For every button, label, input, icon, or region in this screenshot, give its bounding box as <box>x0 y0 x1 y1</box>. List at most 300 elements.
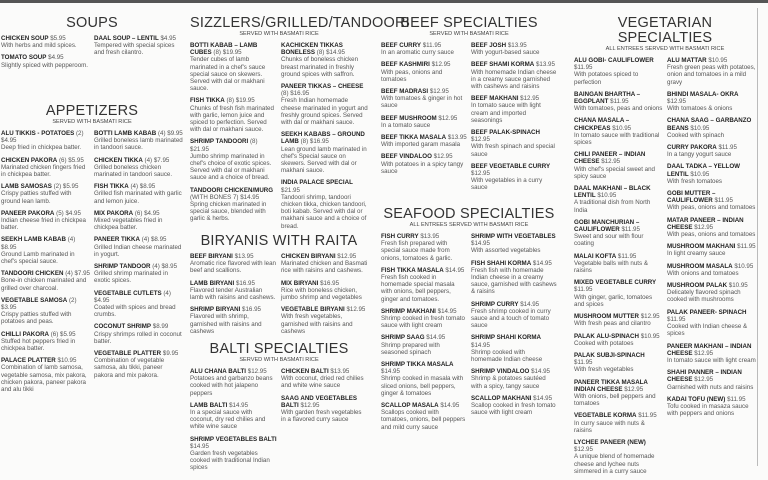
menu-item <box>667 396 756 418</box>
item-description: Cooked with Indian cheese & spices <box>667 323 748 338</box>
item-name: CHANA SAAG – GARBANZO BEANS <box>667 117 752 132</box>
item-name: FISH SHAHI KORMA <box>471 259 532 267</box>
item-price: $14.95 <box>440 402 460 410</box>
item-name: SHRIMP TIKKA MASALA <box>381 361 454 369</box>
item-price: $21.95 <box>190 145 209 153</box>
menu-item <box>381 88 467 110</box>
menu-item <box>667 309 756 338</box>
item-name: SHRIMP TANDOOR <box>94 263 151 271</box>
item-price: $13.95 <box>420 233 440 240</box>
item-description: With garden fresh vegetables in a flavored curry sauce <box>281 409 362 424</box>
item-name: MATAR PANEER – INDIAN CHEESE <box>667 216 744 231</box>
menu-subcolumn-right <box>94 35 183 74</box>
item-name: SHRIMP TANDOORI <box>190 138 249 146</box>
item-price: $14.95 <box>531 368 550 376</box>
item-description: Tandoori shrimp, tandoori chicken tikka, chicken tandoori, boti kabab. Served with dal or makhani sauce and a choice of bread. <box>281 193 367 230</box>
item-description: Grilled boneless lamb marinated in tandoori sauce. <box>94 137 183 152</box>
item-description: Fresh Indian homemade cheese marinated in yogurt and freshly ground spices. Served with dal or makhani sauce. <box>281 97 368 127</box>
item-price: $12.95 <box>694 376 714 384</box>
item-price: $12.95 <box>694 349 714 357</box>
item-price: $10.95 <box>734 262 754 270</box>
item-description: Spring chicken marinated in special sauce, blended with garlic & herbs. <box>190 201 267 223</box>
item-description: Bone-in chicken marinated and grilled over charcoal. <box>1 277 87 292</box>
item-description: Delicately flavored spinach cooked with mushrooms <box>667 289 741 304</box>
item-description: A unique blend of homemade cheese and lychee nuts simmered in a curry sauce <box>574 453 655 475</box>
section-title: SEAFOOD SPECIALTIES <box>383 206 555 222</box>
item-price: $11.95 <box>574 64 593 72</box>
item-name: BOTTI LAMB KABAB <box>94 130 157 137</box>
item-description: With assorted vegetables <box>471 247 541 255</box>
item-price: $8.95 <box>161 263 178 271</box>
item-name: BEEF SHAMI KORMA <box>471 61 535 69</box>
item-name: VEGETABLE BIRYANI <box>281 306 345 314</box>
item-price: $4.95 <box>1 137 17 145</box>
item-price: $16.95 <box>235 279 255 287</box>
section-title: SIZZLERS/GRILLED/TANDOORI <box>190 15 410 31</box>
item-name: BOTTI KABAB – LAMB CUBES <box>190 42 258 57</box>
item-description: With fresh vegetables, garnished with raisins and cashews <box>281 313 353 335</box>
item-description: In tomato sauce with light cream <box>667 356 756 364</box>
item-price: $4.95 <box>144 209 160 217</box>
menu-item <box>667 343 756 365</box>
menu-item <box>574 352 663 374</box>
item-price: $16.95 <box>242 306 261 314</box>
menu-grid <box>381 233 557 436</box>
menu-item <box>281 280 368 302</box>
item-price: $9.95 <box>162 350 179 358</box>
item-description: Scallop cooked in fresh tomato sauce with light cream <box>471 402 556 417</box>
item-name: CURRY PAKORA <box>667 144 717 152</box>
menu-subcolumn-right <box>471 233 557 436</box>
item-name: MUSHROOM MAKHANI <box>667 243 736 251</box>
item-price: $12.95 <box>601 158 621 166</box>
menu-item <box>381 61 467 83</box>
item-name: MIX PAKORA <box>94 209 134 217</box>
item-quantity: (WITH BONES 7) <box>190 193 239 201</box>
item-name: MUSHROOM MUTTER <box>574 313 639 321</box>
item-price: $3.95 <box>1 304 17 312</box>
item-description: Grilled shrimp marinated in exotic spices. <box>94 270 168 285</box>
item-name: BEEF TIKKA MASALA <box>381 134 447 142</box>
section-subtitle: SERVED WITH BASMATI RICE <box>52 119 132 125</box>
menu-item <box>94 157 183 179</box>
item-price: $14.95 <box>240 193 260 201</box>
item-description: Fresh fish with homemade Indian cheese in a creamy sauce, garnished with cashews & raisins <box>471 266 557 296</box>
menu-item <box>471 368 557 390</box>
item-description: Crispy patties stuffed with ground lean lamb. <box>1 190 72 205</box>
item-name: CHICKEN SOUP <box>1 35 49 42</box>
item-name: DAAL TADKA – YELLOW LENTIL <box>667 163 740 178</box>
item-description: Tender cubes of lamb marinated in a chef's sauce special sauce on skewers. Served with dal or makhani sauce. <box>190 56 266 93</box>
item-price: $12.95 <box>247 368 267 375</box>
item-price: $12.95 <box>694 223 714 231</box>
item-name: TANDOORI CHICKEN <box>1 270 64 278</box>
menu-item <box>574 57 663 86</box>
menu-item <box>667 117 756 139</box>
item-price: $13.95 <box>507 42 527 49</box>
item-name: CHANA MASALA – CHICKPEAS <box>574 117 630 132</box>
item-name: COCONUT SHRIMP <box>94 323 152 331</box>
section-subtitle: SERVED WITH BASMATI RICE <box>429 31 509 37</box>
menu-subcolumn-right <box>281 42 368 235</box>
item-price: $4.95 <box>94 296 110 304</box>
item-price: $10.95 <box>728 282 748 290</box>
item-price: $11.95 <box>422 42 442 49</box>
item-price: $8.95 <box>150 236 167 244</box>
item-price: $10.95 <box>640 332 660 340</box>
item-name: CHICKEN BALTI <box>281 368 329 375</box>
item-name: SEEKH LAMB KABAB <box>1 236 66 244</box>
menu-item <box>574 91 663 113</box>
item-quantity: (4) <box>144 156 153 164</box>
item-price: $12.95 <box>667 98 686 106</box>
top-border <box>0 0 768 3</box>
item-price: $8.99 <box>152 323 169 331</box>
item-name: CHICKEN BIRYANI <box>281 253 336 260</box>
item-price: $12.95 <box>337 253 357 260</box>
item-price: $12.95 <box>431 61 451 69</box>
item-name: FISH CURRY <box>381 233 419 240</box>
section-balti <box>190 342 368 477</box>
item-description: In a tomato sauce <box>381 121 431 129</box>
item-price: $14.95 <box>426 334 446 342</box>
menu-item <box>281 42 368 78</box>
item-description: In a special sauce with coconut, dry red chilies and white wine sauce <box>190 409 266 431</box>
item-description: With peas, onions and tomatoes <box>381 68 443 83</box>
item-name: SHRIMP CURRY <box>471 300 519 308</box>
item-name: MIXED VEGETABLE CURRY <box>574 279 657 287</box>
menu-item <box>190 306 277 335</box>
item-name: FISH TIKKA <box>94 183 129 191</box>
item-price: $13.95 <box>447 134 467 142</box>
menu-item <box>1 210 90 232</box>
item-name: SAAG AND VEGETABLES BALTI <box>281 394 357 409</box>
menu-item <box>281 395 368 424</box>
item-name: PANEER PAKORA <box>1 209 55 217</box>
item-name: VEGETABLE SAMOSA <box>1 296 68 304</box>
item-description: With yogurt-based sauce <box>471 49 540 57</box>
menu-item <box>471 42 557 56</box>
item-description: Shrimp cooked in masala with sliced onions, bell peppers, ginger & tomatoes <box>381 375 464 397</box>
item-description: With chef's special sweet and spicy sauce <box>574 165 655 180</box>
section-title: BEEF SPECIALTIES <box>400 15 538 31</box>
item-price: $13.95 <box>234 253 254 260</box>
item-name: GOBI MANCHURIAN – CAULIFLOWER <box>574 218 640 234</box>
menu-subcolumn-left <box>381 233 467 436</box>
item-price: $4.95 <box>160 35 176 42</box>
item-name: SHRIMP SHAHI KORMA <box>471 334 542 342</box>
item-price: $11.95 <box>737 243 756 251</box>
menu-subcolumn-right <box>94 130 183 398</box>
item-price: $12.95 <box>520 95 540 103</box>
item-quantity: (6) <box>50 330 59 338</box>
menu-item <box>190 138 277 181</box>
item-quantity: (4) <box>141 236 150 244</box>
item-description: Garnished with nuts and raisins <box>667 383 754 391</box>
item-price: $12.95 <box>471 136 490 144</box>
menu-item <box>471 163 557 192</box>
menu-item <box>281 368 368 390</box>
item-name: VEGETABLE KORMA <box>574 412 637 420</box>
item-price: $4.95 <box>48 54 64 62</box>
item-name: ALU MATTAR <box>667 57 707 64</box>
item-description: Deep fried in chickpea batter. <box>1 144 82 152</box>
item-description: With ginger, garlic, tomatoes and spices <box>574 293 653 308</box>
menu-item <box>1 54 90 68</box>
menu-item <box>381 233 467 262</box>
item-price: $5.95 <box>50 35 66 42</box>
item-name: FISH TIKKA MASALA <box>381 266 444 274</box>
item-description: Ground Lamb marinated in chef's special sauce. <box>1 250 75 266</box>
item-quantity: (8) <box>316 49 325 57</box>
item-quantity: (4) <box>130 183 139 191</box>
section-appetizers <box>1 104 183 398</box>
item-quantity: (4) <box>152 263 160 271</box>
section-vegetarian <box>574 16 756 480</box>
item-price: $14.95 <box>520 300 540 308</box>
menu-item <box>190 280 277 302</box>
item-name: CHILLI PAKORA <box>1 330 50 338</box>
item-name: MIX BIRYANI <box>281 279 319 287</box>
item-description: Coated with spices and bread crumbs. <box>94 304 176 319</box>
item-name: ALU GOBI- CAULIFLOWER <box>574 57 654 64</box>
menu-item <box>94 35 183 57</box>
menu-grid <box>381 42 557 197</box>
item-quantity: (8) <box>213 49 221 57</box>
menu-item <box>381 134 467 148</box>
item-description: Jumbo shrimp marinated in chef's choice of exotic spices. Served with dal or makhani sauce and a choice of bread. <box>190 152 272 182</box>
menu-item <box>574 439 663 475</box>
item-description: Lean ground lamb marinated in chef's Special sauce on skewers. Served with dal or makhani sauce. <box>281 145 367 175</box>
item-name: SHRIMP VEGETABLES BALTI <box>190 435 277 443</box>
item-name: BEEF MADRASI <box>381 88 429 96</box>
menu-item <box>471 95 557 124</box>
item-description: Vegetable balls with nuts & raisins <box>574 259 648 275</box>
item-description: In light creamy sauce <box>667 250 726 258</box>
menu-subcolumn-left <box>190 368 277 477</box>
item-name: ALU CHANA BALTI <box>190 368 247 375</box>
section-seafood <box>381 207 557 436</box>
item-description: Tempered with special spices and fresh cilantro. <box>94 42 175 57</box>
item-description: In a tangy yogurt sauce <box>667 151 732 159</box>
item-description: In curry sauce with nuts & raisins <box>574 419 645 434</box>
item-price: $14.95 <box>437 307 457 315</box>
item-price: $14.95 <box>381 368 400 376</box>
item-price: $4.95 <box>65 209 81 217</box>
item-name: PALACE PLATTER <box>1 357 56 365</box>
item-description: Tofu cooked in masaza sauce with peppers and onions <box>667 402 749 418</box>
item-quantity: (4) <box>65 270 73 278</box>
menu-item <box>281 179 368 229</box>
item-name: BEEF MAKHANI <box>471 95 519 103</box>
menu-item <box>574 253 663 275</box>
item-price: $14.95 <box>471 240 490 248</box>
item-price: $14.95 <box>532 259 552 267</box>
item-name: SHRIMP MAKHANI <box>381 307 436 315</box>
item-description: Grilled Indian cheese marinated in yogurt. <box>94 243 182 258</box>
item-description: With coconut, dried red chilies and white wine sauce <box>281 375 364 390</box>
section-subtitle: SERVED WITH BASMATI RICE <box>239 357 319 363</box>
item-name: MUSHROOM MASALA <box>667 262 733 270</box>
item-price: $16.95 <box>309 138 329 146</box>
menu-item <box>471 61 557 90</box>
item-description: Fresh shrimp cooked in curry sauce and a touch of tomato sauce <box>471 307 551 330</box>
menu-item <box>381 308 467 330</box>
item-quantity: (2) <box>53 183 62 191</box>
menu-item <box>667 91 756 113</box>
menu-item <box>667 163 756 185</box>
menu-item <box>667 243 756 257</box>
item-description: With imported garam masala <box>381 141 461 149</box>
item-name: SCALLOP MASALA <box>381 402 439 410</box>
section-subtitle: SERVED WITH BASMATI RICE <box>239 31 319 37</box>
item-description: Cooked with spinach <box>667 131 725 139</box>
menu-item <box>574 185 663 214</box>
item-price: $12.95 <box>471 170 490 178</box>
menu-item <box>1 35 90 49</box>
item-description: Grilled boneless chicken marinated in tandoori sauce. <box>94 163 173 179</box>
item-description: Marinated chicken fingers fried in chickpea batter. <box>1 163 86 179</box>
item-description: With tomatoes & ginger in hot sauce <box>381 95 463 110</box>
item-description: With onions, bell peppers and tomatoes <box>574 392 656 408</box>
item-description: Combination of lamb samosa, vegetable samosa, mix pakora, chicken pakora, paneer pakora and alu tikki <box>1 364 87 394</box>
item-price: $10.95 <box>690 124 710 132</box>
menu-grid <box>190 253 368 340</box>
item-price: $13.95 <box>330 368 350 375</box>
section-beef <box>381 16 557 197</box>
item-description: Crispy patties stuffed with potatoes and peas. <box>1 311 72 326</box>
menu-item <box>281 83 368 126</box>
item-description: With peas, onions and tomatoes <box>667 231 756 239</box>
item-price: $11.95 <box>638 412 657 420</box>
menu-subcolumn-right <box>471 42 557 197</box>
item-description: Flavored tender Australian lamb with raisins and cashews. <box>190 286 276 302</box>
menu-item <box>190 402 277 431</box>
menu-item <box>471 260 557 296</box>
item-description: A traditional dish from North India <box>574 199 651 214</box>
item-price: $12.95 <box>300 401 320 409</box>
menu-item <box>94 323 183 345</box>
item-price: $7.95 <box>153 156 170 164</box>
item-price: $12.95 <box>640 313 660 321</box>
item-description: With potatoes spiced to perfection <box>574 71 639 86</box>
item-name: DAAL SOUP – LENTIL <box>94 35 159 42</box>
item-name: PANEER MAKHANI – INDIAN CHEESE <box>667 342 752 357</box>
menu-item <box>190 368 277 397</box>
menu-subcolumn-right <box>281 368 368 477</box>
menu-item <box>574 412 663 434</box>
item-description: Sweet and sour with flour coating <box>574 233 644 248</box>
item-quantity: (8) <box>281 90 289 98</box>
item-name: ALU TIKKIS - POTATOES <box>1 130 75 137</box>
item-name: PALAK SUBJI-SPINACH <box>574 351 645 359</box>
item-price: $12.95 <box>429 88 449 96</box>
item-description: In tomato sauce with light cream and imported seasonings <box>471 102 541 124</box>
item-name: BEEF JOSH <box>471 42 507 49</box>
item-price: $12.95 <box>574 446 593 454</box>
menu-item <box>1 297 90 326</box>
item-name: SHRIMP SAAG <box>381 334 425 342</box>
menu-item <box>190 187 277 223</box>
item-description: Stuffed hot peppers fried in chickpea batter. <box>1 337 76 353</box>
item-name: CHILI PANEER – INDIAN CHEESE <box>574 151 646 166</box>
item-price: $8.95 <box>1 243 17 251</box>
item-price: $11.95 <box>574 286 593 294</box>
menu-grid <box>1 35 183 74</box>
item-price: $11.95 <box>667 315 686 323</box>
menu-item <box>667 57 756 86</box>
item-price: $12.95 <box>624 385 644 393</box>
item-name: BEEF BIRYANI <box>190 253 233 260</box>
item-price: $5.95 <box>60 330 76 338</box>
menu-grid <box>190 42 368 235</box>
item-price: $11.95 <box>727 395 746 403</box>
item-price: $5.95 <box>62 183 79 191</box>
menu-grid <box>574 57 756 480</box>
item-quantity: (4) <box>157 130 166 137</box>
item-quantity: (2) <box>68 296 77 304</box>
item-description: Shrimp & potatoes sautéed with a spicy, tangy sauce <box>471 375 546 390</box>
item-description: With vegetables in a curry sauce <box>471 177 543 192</box>
item-description: Fresh green peas with potatoes, onion and tomatoes in a mild gravy <box>667 64 756 86</box>
item-description: Aromatic rice flavored with lean beef and scallions. <box>190 260 276 275</box>
menu-item <box>94 236 183 258</box>
item-price: $7.95 <box>74 270 90 278</box>
menu-item <box>574 151 663 180</box>
menu-item <box>471 301 557 330</box>
menu-item <box>381 361 467 397</box>
menu-item <box>471 334 557 363</box>
item-description: Grilled fish marinated with garlic and lemon juice. <box>94 190 182 205</box>
menu-item <box>574 333 663 347</box>
item-name: SHRIMP VINDALOO <box>471 368 530 376</box>
item-description: Combination of vegetable samosa, alu tikki, paneer pakora and mix pakora. <box>94 357 165 379</box>
item-name: MALAI KOFTA <box>574 252 617 260</box>
menu-item <box>1 130 90 152</box>
item-description: Mixed vegetables fried in chickpea batter. <box>94 217 163 232</box>
item-description: With tomatoes, peas and onions <box>574 105 663 113</box>
menu-item <box>281 306 368 335</box>
item-quantity: (8) <box>226 97 235 105</box>
item-name: CHICKEN TIKKA <box>94 156 143 164</box>
item-name: TANDOORI CHICKEN/MURG <box>190 186 274 194</box>
item-name: BEEF KASHMIRI <box>381 61 430 69</box>
menu-item <box>94 350 183 379</box>
menu-item <box>190 97 277 133</box>
menu-item <box>190 436 277 472</box>
item-name: LAMB BALTI <box>190 401 228 409</box>
menu-item <box>574 219 663 248</box>
item-price: $8.95 <box>139 183 156 191</box>
item-price: $11.95 <box>718 144 737 152</box>
item-name: BEEF VINDALOO <box>381 153 432 161</box>
item-price: $19.95 <box>222 49 242 57</box>
item-name: PANEER TIKKA <box>94 236 140 244</box>
section-title: APPETIZERS <box>45 103 139 119</box>
item-price: $14.95 <box>326 49 346 57</box>
item-quantity: (4) <box>163 289 171 297</box>
item-name: FISH TIKKA <box>190 97 225 105</box>
menu-item <box>667 263 756 277</box>
item-description: With fresh vegetables <box>574 366 634 374</box>
item-description: Rice with boneless chicken, jumbo shrimp and vegetables <box>281 286 362 302</box>
item-description: Marinated chicken and Basmati rice with raisins and cashews. <box>281 260 368 275</box>
item-name: BHINDI MASALA- OKRA <box>667 90 739 98</box>
item-price: $11.95 <box>574 359 593 367</box>
item-description: Garden fresh vegetables cooked with traditional Indian spices <box>190 450 270 472</box>
menu-item <box>94 210 183 232</box>
item-price: $12.95 <box>346 306 366 314</box>
